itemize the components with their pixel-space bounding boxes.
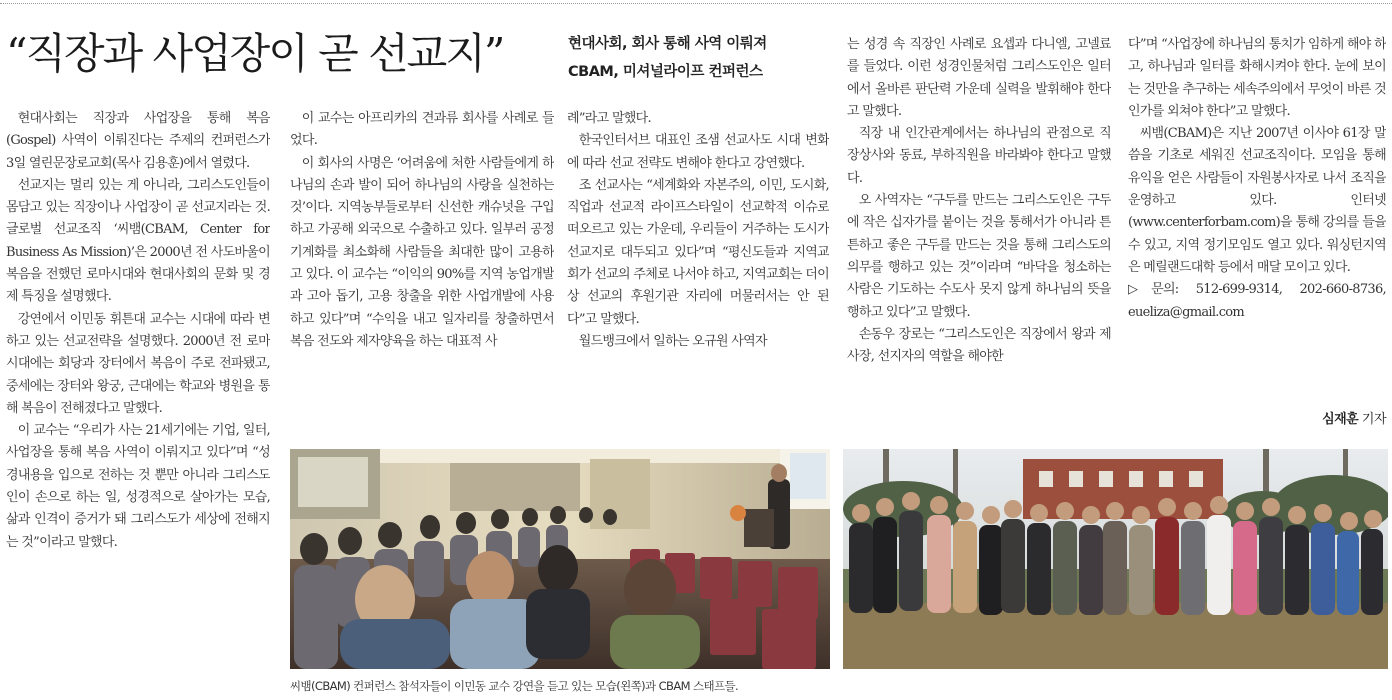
article-column-3 <box>567 108 829 424</box>
article-column-5 <box>1128 34 1386 404</box>
paragraph-continued: 는 성경 속 직장인 사례로 요셉과 다니엘, 고넬료를 들었다. 이런 성경인물처럼 그리스도인은 일터에서 올바른 판단력 가운데 실력을 발휘해야 한다고 말했다. <box>847 37 1111 119</box>
subhead-line-2: CBAM, 미셔널라이프 컨퍼런스 <box>568 64 763 80</box>
paragraph: 씨뱀(CBAM)은 지난 2007년 이사야 61장 말씀을 기초로 세워진 선교조직이다. 모임을 통해 유익을 얻은 사람들이 자원봉사자로 나서 조직을 운영하고 있다. 인터넷(www.centerforbam.com)을 통해 강의를 들을 수 있고, 지역 정기모임도 열고 있다. 워싱턴지역은 메릴랜드대학 등에서 매달 모이고 있다. <box>1128 126 1386 275</box>
article-column-1 <box>6 108 270 700</box>
conference-audience-photo <box>290 449 830 669</box>
article-headline: “직장과 사업장이 곧 선교지” <box>6 29 504 78</box>
paragraph: 이 교수는 “우리가 사는 21세기에는 기업, 일터, 사업장을 통해 복음 사역이 이뤄지고 있다”며 “성경내용을 입으로 전하는 것 뿐만 아니라 그리스도인이 손으로 하는 일, 성경적으로 살아가는 모습, 삶과 인격이 증거가 돼 그리스도가 세상에 전해지는 것”이라고 말했다. <box>6 423 270 550</box>
paragraph-continued: 례”라고 말했다. <box>567 111 651 126</box>
article-subhead <box>568 30 767 86</box>
paragraph: 현대사회는 직장과 사업장을 통해 복음(Gospel) 사역이 이뤄진다는 주제의 컨퍼런스가 3일 열린문장로교회(목사 김용훈)에서 열렸다. <box>6 111 270 171</box>
cbam-staff-group-photo <box>843 449 1388 669</box>
reporter-suffix: 기자 <box>1358 412 1386 427</box>
byline <box>1322 408 1386 427</box>
paragraph: 강연에서 이민동 휘튼대 교수는 시대에 따라 변하고 있는 선교전략을 설명했다. 2000년 전 로마시대에는 회당과 장터에서 복음이 주로 전파됐고, 중세에는 장터와 왕궁, 근대에는 학교와 병원을 통해 복음이 전해졌다고 말했다. <box>6 311 270 416</box>
paragraph: 조 선교사는 “세계화와 자본주의, 이민, 도시화, 직업과 선교적 라이프스타일이 선교학적 이슈로 떠오르고 있는 가운데, 우리들이 거주하는 도시가 선교지로 대두되고 있다”며 “평신도들과 지역교회가 선교의 주체로 나서야 하고, 지역교회는 더이상 선교의 후원기관 자리에 머물러서는 안 된다”고 말했다. <box>567 177 829 327</box>
reporter-name: 심재훈 <box>1322 412 1359 427</box>
group-photo-illustration <box>843 449 1388 669</box>
article-column-4 <box>847 34 1111 424</box>
paragraph: 선교지는 멀리 있는 게 아니라, 그리스도인들이 몸담고 있는 직장이나 사업장이 곧 선교지라는 것. 글로벌 선교조직 ‘씨뱀(CBAM, Center for Business As Mission)’은 2000년 전 사도바울이 복음을 전했던 로마시대와 현대사회의 문화 및 경제 특징을 설명했다. <box>6 177 270 305</box>
paragraph: 손동우 장로는 “그리스도인은 직장에서 왕과 제사장, 선지자의 역할을 해야한 <box>847 326 1111 365</box>
paragraph-continued: 다”며 “사업장에 하나님의 통치가 임하게 해야 하고, 하나님과 일터를 화해시켜야 한다. 눈에 보이는 것만을 추구하는 세속주의에서 무엇이 바른 것인가를 외쳐야 한다”고 말했다. <box>1128 37 1386 119</box>
photo-caption: 씨뱀(CBAM) 컨퍼런스 참석자들이 이민동 교수 강연을 듣고 있는 모습(왼쪽)과 CBAM 스태프들. <box>290 679 739 693</box>
paragraph: 직장 내 인간관계에서는 하나님의 관점으로 직장상사와 동료, 부하직원을 바라봐야 한다고 말했다. <box>847 126 1111 186</box>
conference-photo-illustration <box>290 449 830 669</box>
subhead-line-1: 현대사회, 회사 통해 사역 이뤄져 <box>568 36 767 52</box>
paragraph: 이 교수는 아프리카의 견과류 회사를 사례로 들었다. <box>290 111 554 149</box>
paragraph: 이 회사의 사명은 ‘어려움에 처한 사람들에게 하나님의 손과 발이 되어 하나님의 사랑을 실천하는 것’이다. 지역농부들로부터 신선한 캐슈넛을 구입하고 가공해 외국으로 수출하고 있다. 일부러 공정 기계화를 최소화해 사람들을 최대한 많이 고용하고 있다. 이 교수는 “이익의 90%를 지역 농업개발과 고아 돕기, 고용 창출을 위한 사업개발에 사용하고 있다”며 “수익을 내고 일자리를 창출하면서 복음 전도와 제자양육을 하는 대표적 사 <box>290 155 554 349</box>
contact-info: ▷문의: 512-699-9314, 202-660-8736, eueliza@gmail.com <box>1128 282 1386 320</box>
paragraph: 오 사역자는 “구두를 만드는 그리스도인은 구두에 작은 십자가를 붙이는 것을 통해서가 아니라 튼튼하고 좋은 구두를 만드는 것을 통해 그리스도의 의무를 행하고 있는 것”이라며 “바닥을 청소하는 사람은 기도하는 수도사 못지 않게 하나님의 뜻을 행하고 있다”고 말했다. <box>847 193 1111 320</box>
paragraph: 한국인터서브 대표인 조샘 선교사도 시대 변화에 따라 선교 전략도 변해야 한다고 강연했다. <box>567 133 829 171</box>
article-column-2 <box>290 108 554 424</box>
paragraph: 월드뱅크에서 일하는 오규원 사역자 <box>578 333 767 349</box>
top-dotted-rule <box>0 3 1392 4</box>
